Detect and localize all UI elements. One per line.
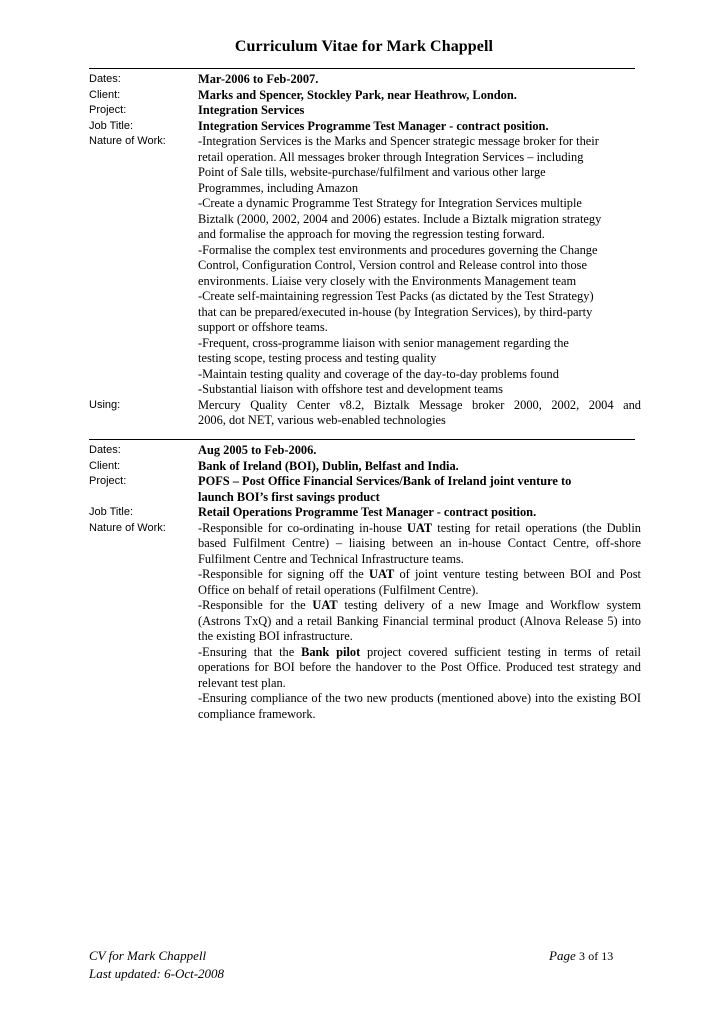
page-word: Page <box>549 948 576 963</box>
dates-label: Dates: <box>89 444 121 456</box>
job-title-label: Job Title: <box>89 506 134 518</box>
nature-line: that can be prepared/executed in-house (by Integration Services), by third-party <box>198 304 593 319</box>
nature-line: retail operation. All messages broker through Integration Services – including <box>198 149 584 164</box>
nature-line: -Frequent, cross-programme liaison with senior management regarding the <box>198 335 569 350</box>
nature-label: Nature of Work: <box>89 521 166 534</box>
uat-term: UAT <box>369 567 395 581</box>
project-value: Integration Services <box>198 103 305 117</box>
nature-line: Programmes, including Amazon <box>198 180 359 195</box>
nature-paragraph: -Ensuring compliance of the two new products (mentioned above) into the existing BOI compliance framework. <box>198 691 641 721</box>
uat-term: UAT <box>312 598 338 612</box>
page-num: 3 <box>578 949 585 963</box>
project-value <box>198 474 641 505</box>
dates-label: Dates: <box>89 73 121 85</box>
using-label: Using: <box>89 398 121 411</box>
header-rule <box>89 68 635 69</box>
page-total: of 13 <box>588 949 614 963</box>
nature-line: environments. Liaise very closely with the Environments Management team <box>198 273 577 288</box>
uat-term: UAT <box>406 520 433 535</box>
project-line: launch BOI’s first savings product <box>198 489 380 504</box>
job-title-value: Integration Services Programme Test Manager - contract position. <box>198 118 549 133</box>
nature-line: -Create a dynamic Programme Test Strategy for Integration Services multiple <box>198 196 582 210</box>
nature-line: -Formalise the complex test environments and procedures governing the Change <box>198 242 598 257</box>
client-label: Client: <box>89 459 121 472</box>
nature-paragraph: -Responsible for the UAT testing delivery of a new Image and Workflow system (Astrons TxQ) and a retail Banking Financial terminal product (Alnova Release 5) into the existing BOI infrastructure. <box>198 598 641 643</box>
section-divider <box>89 439 635 440</box>
bank-pilot-term: Bank pilot <box>301 644 361 659</box>
nature-line: -Integration Services is the Marks and Spencer strategic message broker for their <box>198 134 599 148</box>
using-line: 2006, dot NET, various web-enabled technologies <box>198 413 446 427</box>
dates-value: Mar-2006 to Feb-2007. <box>198 72 319 86</box>
nature-line: -Create self-maintaining regression Test Packs (as dictated by the Test Strategy) <box>198 289 594 303</box>
project-label: Project: <box>89 104 127 116</box>
project-label: Project: <box>89 475 127 487</box>
nature-text <box>198 134 641 398</box>
dates-value: Aug 2005 to Feb-2006. <box>198 443 317 457</box>
nature-line: support or offshore teams. <box>198 320 328 334</box>
using-line: Mercury Quality Center v8.2, Biztalk Message broker 2000, 2002, 2004 and <box>198 397 641 412</box>
nature-text <box>198 521 641 723</box>
footer-cv-for: CV for Mark Chappell <box>89 948 207 963</box>
nature-line: testing scope, testing process and testing quality <box>198 351 437 365</box>
page-title: Curriculum Vitae for Mark Chappell <box>234 38 494 55</box>
nature-paragraph: -Ensuring that the Bank pilot project covered sufficient testing in terms of retail operations for BOI before the handover to the Post Office. Produced test strategy and relevant test plan. <box>198 644 641 690</box>
nature-line: Point of Sale tills, website-purchase/fulfilment and various other large <box>198 165 546 179</box>
nature-line: -Substantial liaison with offshore test and development teams <box>198 382 504 396</box>
client-value: Bank of Ireland (BOI), Dublin, Belfast and India. <box>198 458 459 473</box>
footer-updated: Last updated: 6-Oct-2008 <box>89 966 225 981</box>
job-title-value: Retail Operations Programme Test Manager - contract position. <box>198 505 537 519</box>
nature-label: Nature of Work: <box>89 135 166 147</box>
footer-page-number <box>549 948 613 964</box>
nature-line: -Maintain testing quality and coverage of the day-to-day problems found <box>198 366 559 381</box>
nature-line: and formalise the approach for moving the regression testing forward. <box>198 227 545 241</box>
job-title-label: Job Title: <box>89 119 134 132</box>
nature-line: Control, Configuration Control, Version control and Release control into those <box>198 258 587 272</box>
client-value: Marks and Spencer, Stockley Park, near Heathrow, London. <box>198 87 517 102</box>
nature-paragraph: -Responsible for co-ordinating in-house UAT testing for retail operations (the Dublin based Fulfilment Centre) – liaising between an in-house Contact Centre, off-shore Fulfilment Centre and Technical Infrastructure teams. <box>198 520 641 566</box>
client-label: Client: <box>89 88 121 101</box>
nature-paragraph: -Responsible for signing off the UAT of joint venture testing between BOI and Post Office on behalf of retail operations (Fulfilment Centre). <box>198 567 641 597</box>
using-text <box>198 398 641 429</box>
project-line: POFS – Post Office Financial Services/Bank of Ireland joint venture to <box>198 474 572 488</box>
nature-line: Biztalk (2000, 2002, 2004 and 2006) estates. Include a Biztalk migration strategy <box>198 211 602 226</box>
